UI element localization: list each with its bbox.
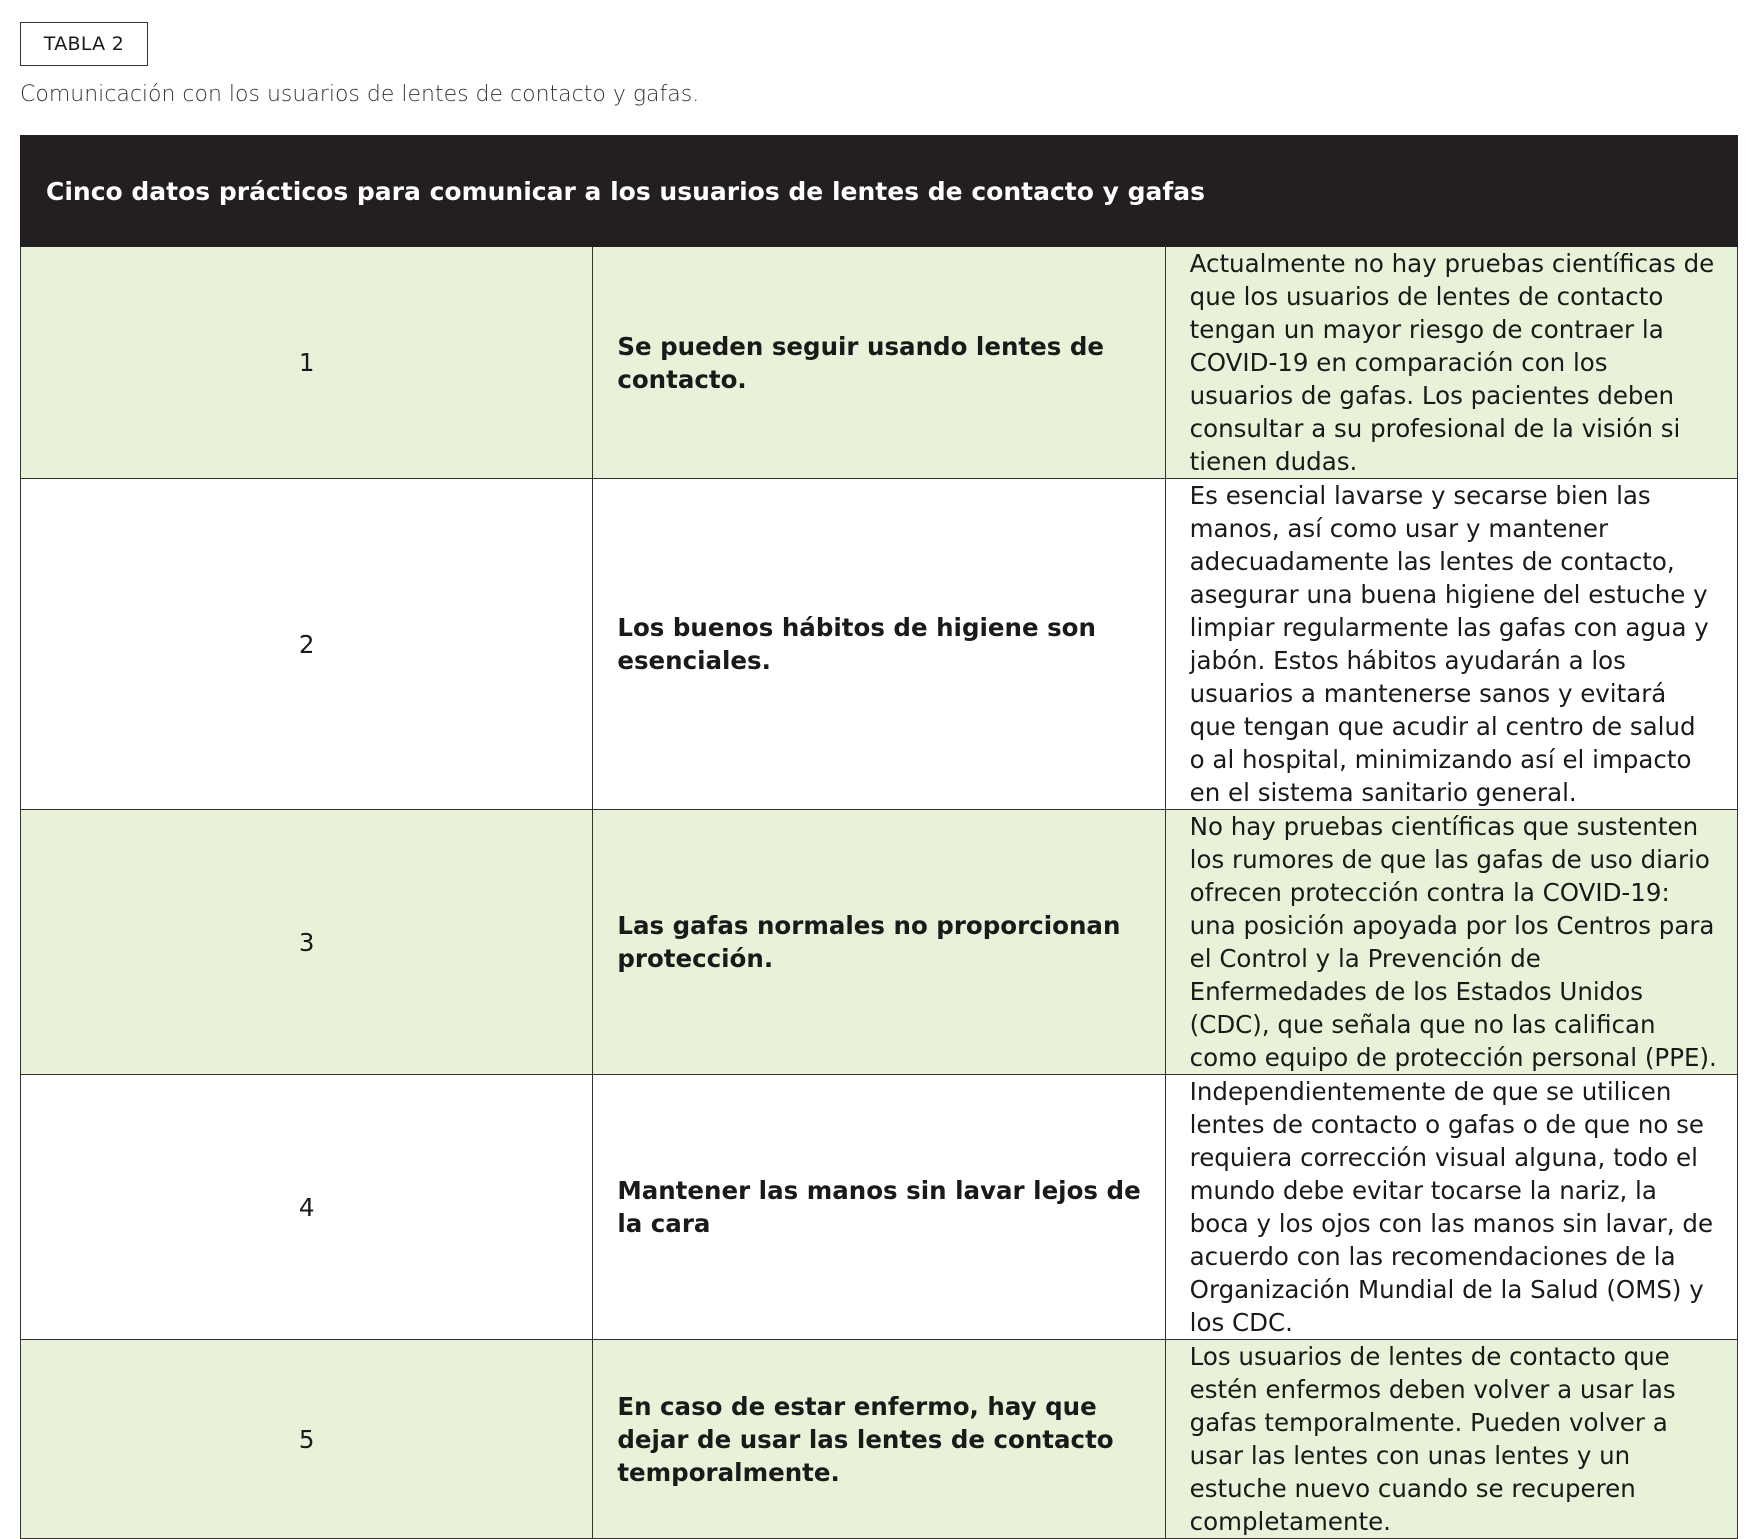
row-number: 5 — [21, 1340, 593, 1539]
facts-table — [20, 135, 1738, 1539]
row-title: Mantener las manos sin lavar lejos de la cara — [593, 1075, 1165, 1340]
table-row — [21, 479, 1738, 810]
row-title: Los buenos hábitos de higiene son esenciales. — [593, 479, 1165, 810]
row-number: 2 — [21, 479, 593, 810]
row-title: En caso de estar enfermo, hay que dejar de usar las lentes de contacto temporalmente. — [593, 1340, 1165, 1539]
table-row — [21, 1075, 1738, 1340]
table-label: TABLA 2 — [20, 22, 148, 66]
row-number: 3 — [21, 810, 593, 1075]
table-row — [21, 810, 1738, 1075]
row-number: 1 — [21, 247, 593, 479]
table-row — [21, 247, 1738, 479]
table-header: Cinco datos prácticos para comunicar a los usuarios de lentes de contacto y gafas — [21, 136, 1738, 247]
row-description: No hay pruebas científicas que sustenten los rumores de que las gafas de uso diario ofrecen protección contra la COVID-19: una posición apoyada por los Centros para el Control y la Prevención de Enfermedades de los Estados Unidos (CDC), que señala que no las califican como equipo de protección personal (PPE). — [1165, 810, 1737, 1075]
row-title: Las gafas normales no proporcionan protección. — [593, 810, 1165, 1075]
row-description: Independientemente de que se utilicen lentes de contacto o gafas o de que no se requiera corrección visual alguna, todo el mundo debe evitar tocarse la nariz, la boca y los ojos con las manos sin lavar, de acuerdo con las recomendaciones de la Organización Mundial de la Salud (OMS) y los CDC. — [1165, 1075, 1737, 1340]
table-row — [21, 1340, 1738, 1539]
row-description: Los usuarios de lentes de contacto que estén enfermos deben volver a usar las gafas temporalmente. Pueden volver a usar las lentes con unas lentes y un estuche nuevo cuando se recuperen completamente. — [1165, 1340, 1737, 1539]
row-description: Es esencial lavarse y secarse bien las manos, así como usar y mantener adecuadamente las lentes de contacto, asegurar una buena higiene del estuche y limpiar regularmente las gafas con agua y jabón. Estos hábitos ayudarán a los usuarios a mantenerse sanos y evitará que tengan que acudir al centro de salud o al hospital, minimizando así el impacto en el sistema sanitario general. — [1165, 479, 1737, 810]
table-caption: Comunicación con los usuarios de lentes de contacto y gafas. — [20, 82, 700, 107]
row-description: Actualmente no hay pruebas científicas de que los usuarios de lentes de contacto tengan un mayor riesgo de contraer la COVID-19 en comparación con los usuarios de gafas. Los pacientes deben consultar a su profesional de la visión si tienen dudas. — [1165, 247, 1737, 479]
row-title: Se pueden seguir usando lentes de contacto. — [593, 247, 1165, 479]
row-number: 4 — [21, 1075, 593, 1340]
